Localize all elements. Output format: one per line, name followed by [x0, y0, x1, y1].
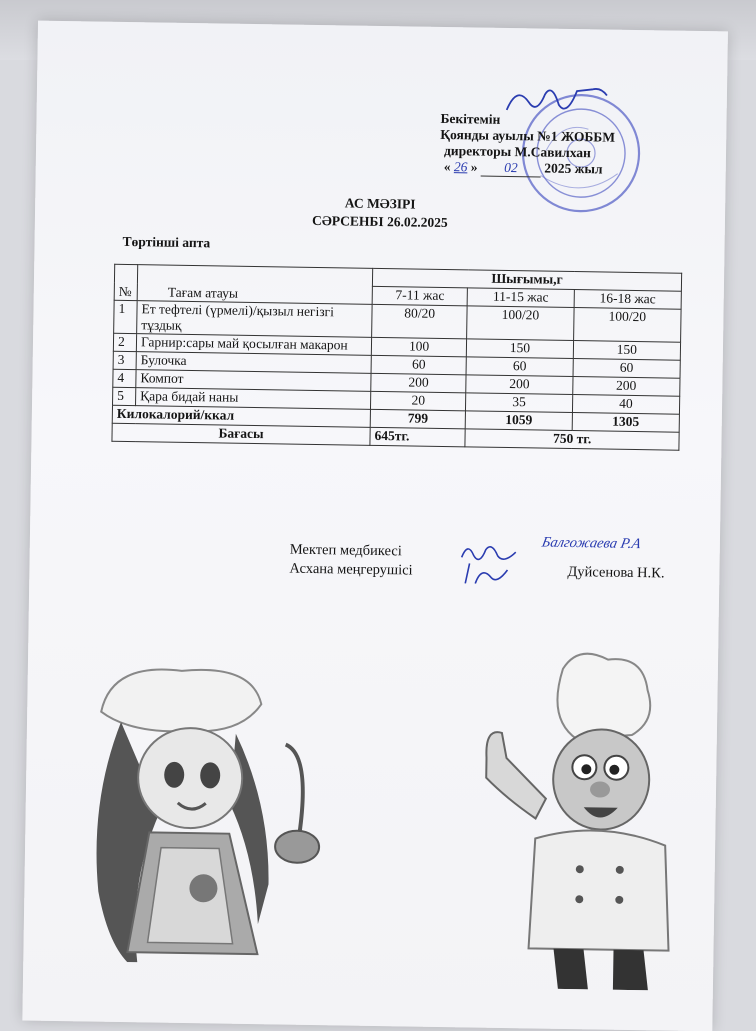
nurse-name-handwritten: Балгожаева Р.А: [540, 534, 643, 553]
week-label: Төртінші апта: [122, 233, 211, 251]
age-group: 7-11 жас: [372, 286, 468, 305]
header-name: Тағам атауы: [137, 265, 373, 305]
kcal-label: Килокалорий/ккал: [112, 405, 370, 427]
row-value: 100/20: [573, 308, 681, 343]
row-value: 100: [371, 337, 467, 356]
row-value: 200: [466, 375, 573, 395]
price-label: Бағасы: [112, 423, 370, 445]
row-value: 60: [466, 357, 573, 377]
header-num: №: [114, 264, 138, 300]
row-num: 5: [113, 387, 136, 405]
approval-date: « 26 » 02 2025 жыл: [443, 158, 603, 177]
approval-line-director: директоры М.Савилхан: [443, 142, 592, 161]
date-month-handwritten: 02: [481, 160, 541, 178]
menu-title: АС МӘЗІРІ: [344, 195, 416, 212]
row-num: 4: [113, 369, 136, 387]
approval-line-school: Қоянды ауылы №1 ЖОББМ: [440, 126, 616, 145]
menu-table: [111, 264, 682, 451]
kcal-value: 1059: [465, 411, 572, 431]
row-name: Ет тефтелі (үрмелі)/қызыл негізгі тұздық: [137, 301, 372, 338]
price-value: 645тг.: [370, 427, 466, 446]
nurse-signature: [457, 535, 528, 586]
document-page: [22, 21, 728, 1031]
row-value: 100/20: [467, 306, 574, 341]
row-value: 200: [572, 377, 680, 397]
age-group: 16-18 жас: [574, 290, 682, 310]
row-value: 200: [371, 373, 467, 392]
canteen-manager-name: Дуйсенова Н.К.: [567, 563, 665, 582]
age-group: 11-15 жас: [467, 288, 574, 308]
row-value: 60: [371, 355, 467, 374]
kcal-value: 799: [370, 409, 466, 428]
signature-block: [289, 541, 413, 581]
menu-date: СӘРСЕНБІ 26.02.2025: [311, 212, 448, 231]
kcal-value: 1305: [572, 413, 680, 433]
date-day-handwritten: 26: [453, 159, 468, 175]
price-value: 750 тг.: [465, 429, 679, 450]
row-value: 40: [572, 395, 680, 415]
row-value: 20: [370, 391, 466, 410]
row-num: 1: [114, 300, 138, 333]
date-year: 2025 жыл: [544, 160, 603, 177]
header-output: Шығымы,г: [372, 268, 681, 291]
row-name: Гарнир:сары май қосылған макарон: [136, 334, 371, 356]
row-num: 3: [113, 351, 136, 369]
row-num: 2: [113, 333, 136, 351]
row-value: 150: [467, 339, 574, 359]
canteen-title: Асхана меңгерушісі: [289, 560, 413, 579]
director-signature: [497, 80, 618, 122]
nurse-title: Мектеп медбикесі: [289, 541, 402, 560]
row-value: 60: [573, 359, 681, 379]
approval-line-approve: Бекітемін: [440, 110, 501, 127]
row-name: Компот: [136, 370, 371, 392]
row-value: 35: [466, 393, 573, 413]
row-name: Булочка: [136, 352, 371, 374]
row-value: 150: [573, 341, 681, 361]
chef-cook-illustration: [463, 647, 698, 991]
row-name: Қара бидай наны: [136, 388, 371, 410]
row-value: 80/20: [372, 304, 468, 338]
girl-cook-illustration: [67, 661, 332, 965]
